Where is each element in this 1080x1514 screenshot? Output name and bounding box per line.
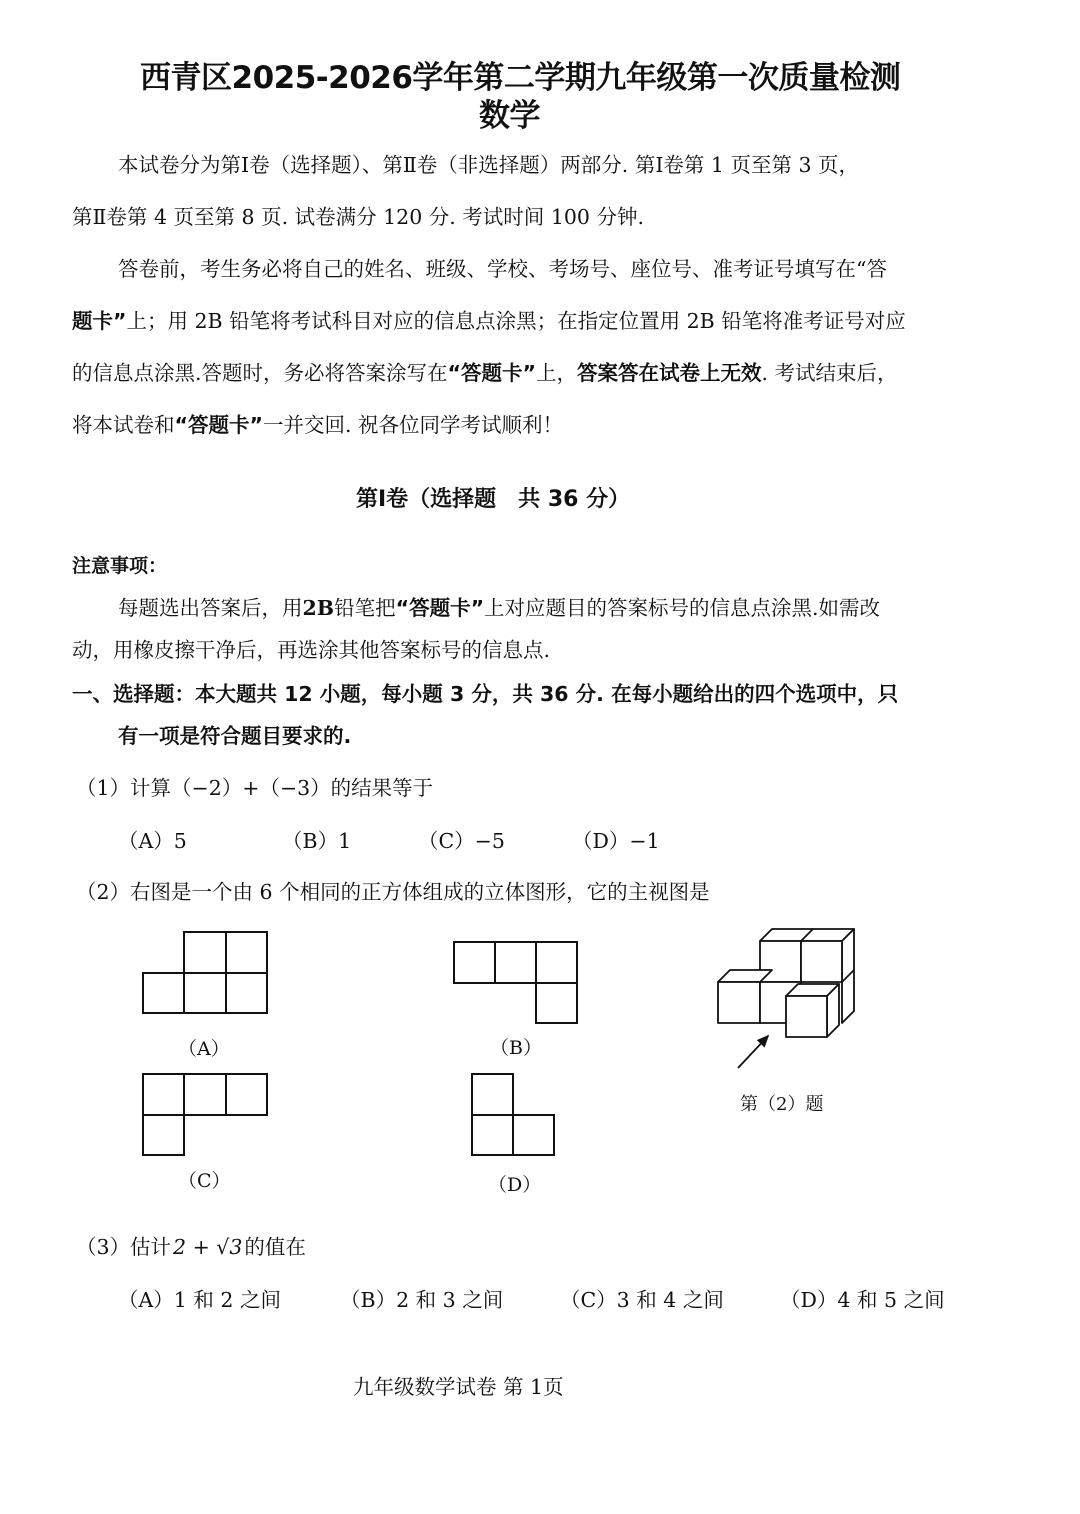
q3-option-c: （C）3 和 4 之间 bbox=[560, 1288, 724, 1312]
q3-math-expression: 2 + √3 bbox=[173, 1235, 243, 1259]
answer-card-emphasis: “答题卡” bbox=[395, 596, 485, 620]
q3-option-a: （A）1 和 2 之间 bbox=[118, 1288, 281, 1312]
viewing-direction-arrow-icon bbox=[738, 1036, 768, 1068]
part-heading: 有一项是符合题目要求的. bbox=[118, 724, 352, 748]
q2-figure-caption: 第（2）题 bbox=[740, 1094, 824, 1115]
notice-line: 每题选出答案后，用2B铅笔把“答题卡”上对应题目的答案标号的信息点涂黑.如需改 bbox=[118, 596, 881, 620]
invalid-answer-warning: 答案答在试卷上无效 bbox=[576, 361, 762, 385]
part-heading: 一、选择题：本大题共 12 小题，每小题 3 分，共 36 分. 在每小题给出的四个选项中，只 bbox=[72, 682, 899, 706]
subject-title: 数学 bbox=[479, 98, 540, 134]
q1-option-c: （C）−5 bbox=[418, 829, 505, 853]
section-heading: 第Ⅰ卷（选择题 共 36 分） bbox=[356, 487, 631, 512]
answer-card-emphasis: 题卡” bbox=[72, 309, 127, 333]
q2-option-a-label: （A） bbox=[178, 1038, 230, 1060]
page-footer: 九年级数学试卷 第 1页 bbox=[353, 1375, 564, 1399]
answer-card-emphasis: “答题卡” bbox=[447, 361, 536, 385]
q2-solid-figure bbox=[712, 925, 862, 1075]
q2-option-b-figure bbox=[452, 940, 582, 1026]
question-2-stem: （2）右图是一个由 6 个相同的正方体组成的立体图形，它的主视图是 bbox=[76, 880, 710, 904]
question-3-stem: （3）估计2 + √3的值在 bbox=[76, 1235, 306, 1259]
intro-line: 将本试卷和“答题卡”一并交回. 祝各位同学考试顺利！ bbox=[72, 413, 563, 437]
q1-option-b: （B）1 bbox=[282, 829, 352, 853]
q3-option-d: （D）4 和 5 之间 bbox=[780, 1288, 945, 1312]
q2-option-b-label: （B） bbox=[490, 1037, 542, 1059]
exam-title: 西青区2025-2026学年第二学期九年级第一次质量检测 bbox=[140, 60, 901, 96]
notice-line: 动，用橡皮擦干净后，再选涂其他答案标号的信息点. bbox=[72, 638, 551, 662]
notice-title: 注意事项： bbox=[72, 555, 168, 577]
intro-line: 第Ⅱ卷第 4 页至第 8 页. 试卷满分 120 分. 考试时间 100 分钟. bbox=[72, 205, 644, 229]
q2-option-d-figure bbox=[469, 1072, 559, 1158]
intro-line: 本试卷分为第Ⅰ卷（选择题）、第Ⅱ卷（非选择题）两部分. 第Ⅰ卷第 1 页至第 3 页， bbox=[118, 153, 860, 177]
q2-option-c-figure bbox=[140, 1072, 270, 1158]
q2-option-a-figure bbox=[140, 930, 270, 1015]
q1-option-a: （A）5 bbox=[118, 829, 187, 853]
intro-line: 题卡”上；用 2B 铅笔将考试科目对应的信息点涂黑；在指定位置用 2B 铅笔将准考证号对应 bbox=[72, 309, 906, 333]
intro-line: 答卷前，考生务必将自己的姓名、班级、学校、考场号、座位号、准考证号填写在“答 bbox=[118, 257, 887, 281]
question-1-stem: （1）计算（−2）+（−3）的结果等于 bbox=[76, 776, 434, 800]
q1-option-d: （D）−1 bbox=[572, 829, 660, 853]
answer-card-emphasis: “答题卡” bbox=[174, 413, 263, 437]
intro-line: 的信息点涂黑.答题时，务必将答案涂写在“答题卡”上，答案答在试卷上无效. 考试结束后， bbox=[72, 361, 898, 385]
q2-option-d-label: （D） bbox=[488, 1174, 542, 1196]
q3-option-b: （B）2 和 3 之间 bbox=[340, 1288, 504, 1312]
q2-option-c-label: （C） bbox=[178, 1170, 231, 1192]
